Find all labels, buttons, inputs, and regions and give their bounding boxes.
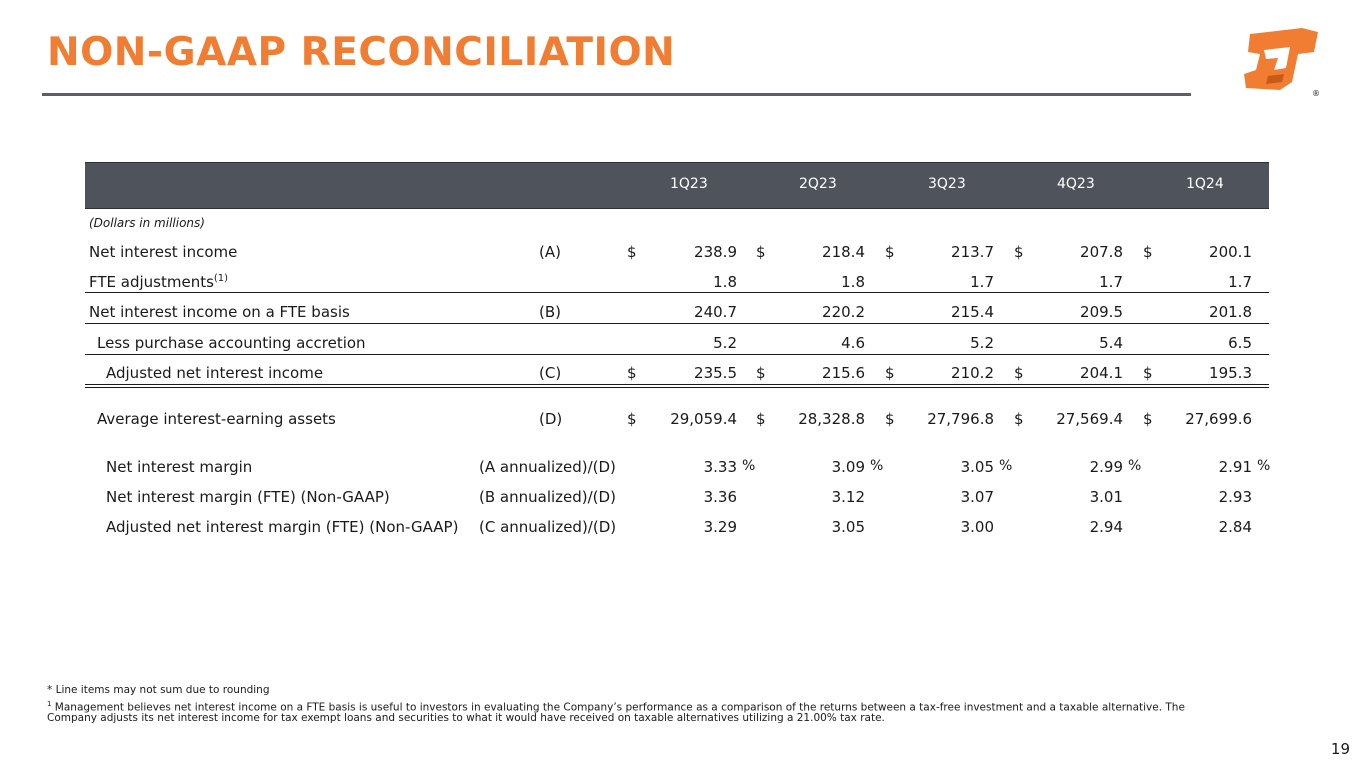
table-cell: 209.5 — [1080, 303, 1123, 321]
table-cell: 28,328.8 — [798, 410, 865, 428]
dollar-sign: $ — [627, 410, 637, 428]
row-code: (A) — [539, 243, 561, 261]
row-label: Net interest income — [89, 243, 238, 261]
row-code: (A annualized)/(D) — [479, 458, 616, 476]
dollar-sign: $ — [756, 243, 766, 261]
footnote-rounding: * Line items may not sum due to rounding — [47, 684, 270, 696]
table-cell: 4.6 — [841, 334, 865, 352]
footnote-ref: (1) — [213, 273, 229, 284]
dollar-sign: $ — [1143, 364, 1153, 382]
row-label: Net interest income on a FTE basis — [89, 303, 350, 321]
table-cell: 3.29 — [703, 518, 737, 536]
table-cell: 1.8 — [841, 273, 865, 291]
table-cell: 27,699.6 — [1185, 410, 1252, 428]
table-cell: 3.05 — [960, 458, 994, 476]
table-cell: 195.3 — [1209, 364, 1252, 382]
brand-logo-icon — [1240, 24, 1322, 98]
table-cell: 3.00 — [960, 518, 994, 536]
dollar-sign: $ — [1143, 410, 1153, 428]
table-cell: 5.2 — [713, 334, 737, 352]
dollar-sign: $ — [756, 364, 766, 382]
row-label: FTE adjustments$^{(1)}$ — [89, 273, 229, 291]
dollar-sign: $ — [1014, 243, 1024, 261]
dollar-sign: $ — [1143, 243, 1153, 261]
row-label: Adjusted net interest income — [106, 364, 324, 382]
column-header: 1Q23 — [670, 176, 708, 192]
dollar-sign: $ — [885, 410, 895, 428]
table-cell: 3.36 — [703, 488, 737, 506]
dollar-sign: $ — [1014, 410, 1024, 428]
dollar-sign: $ — [885, 364, 895, 382]
row-code: (C) — [539, 364, 562, 382]
table-cell: 3.07 — [960, 488, 994, 506]
registered-mark: ® — [1312, 89, 1320, 98]
table-cell: 238.9 — [694, 243, 737, 261]
units-note: (Dollars in millions) — [89, 216, 205, 230]
footnote-fte-cont: Company adjusts its net interest income for tax exempt loans and securities to what it would have received on taxable alternatives utilizing a 21.00% tax rate. — [47, 712, 885, 724]
row-label: Net interest margin — [106, 458, 253, 476]
table-cell: 3.05 — [831, 518, 865, 536]
row-divider — [85, 323, 1269, 324]
table-cell: 29,059.4 — [670, 410, 737, 428]
table-cell: 215.6 — [822, 364, 865, 382]
table-cell: 2.91 — [1218, 458, 1252, 476]
footnote-fte: $^1$ Management believes net interest income on a FTE basis is useful to investors in evaluating the Company’s performance as a comparison of the returns between a tax-free investment and a taxable alternative. The — [47, 700, 1185, 714]
table-cell: 2.93 — [1218, 488, 1252, 506]
row-divider — [85, 292, 1269, 293]
column-header: 4Q23 — [1057, 176, 1095, 192]
row-divider — [85, 387, 1269, 388]
table-cell: 1.8 — [713, 273, 737, 291]
percent-sign: % — [1257, 458, 1271, 474]
row-code: (B) — [539, 303, 561, 321]
table-cell: 1.7 — [1228, 273, 1252, 291]
percent-sign: % — [999, 458, 1013, 474]
table-cell: 3.12 — [831, 488, 865, 506]
row-label: Average interest-earning assets — [97, 410, 336, 428]
table-cell: 5.2 — [970, 334, 994, 352]
dollar-sign: $ — [885, 243, 895, 261]
table-cell: 201.8 — [1209, 303, 1252, 321]
table-cell: 235.5 — [694, 364, 737, 382]
page-number: 19 — [1330, 740, 1350, 758]
table-cell: 3.01 — [1089, 488, 1123, 506]
row-code: (B annualized)/(D) — [479, 488, 616, 506]
dollar-sign: $ — [627, 364, 637, 382]
table-cell: 5.4 — [1099, 334, 1123, 352]
table-cell: 213.7 — [951, 243, 994, 261]
page-title: NON-GAAP RECONCILIATION — [47, 30, 676, 75]
table-cell: 2.94 — [1089, 518, 1123, 536]
row-code: (D) — [539, 410, 563, 428]
percent-sign: % — [742, 458, 756, 474]
row-divider — [85, 354, 1269, 355]
table-cell: 1.7 — [970, 273, 994, 291]
table-cell: 207.8 — [1080, 243, 1123, 261]
table-cell: 215.4 — [951, 303, 994, 321]
table-cell: 210.2 — [951, 364, 994, 382]
column-header: 1Q24 — [1186, 176, 1224, 192]
table-cell: 2.84 — [1218, 518, 1252, 536]
table-cell: 2.99 — [1089, 458, 1123, 476]
row-label: Adjusted net interest margin (FTE) (Non-GAAP) — [106, 518, 459, 536]
column-header: 2Q23 — [799, 176, 837, 192]
percent-sign: % — [870, 458, 884, 474]
row-divider — [85, 384, 1269, 385]
table-cell: 3.33 — [703, 458, 737, 476]
table-cell: 27,569.4 — [1056, 410, 1123, 428]
row-label: Less purchase accounting accretion — [97, 334, 366, 352]
dollar-sign: $ — [627, 243, 637, 261]
table-cell: 204.1 — [1080, 364, 1123, 382]
dollar-sign: $ — [756, 410, 766, 428]
percent-sign: % — [1128, 458, 1142, 474]
table-cell: 240.7 — [694, 303, 737, 321]
table-cell: 6.5 — [1228, 334, 1252, 352]
table-cell: 27,796.8 — [927, 410, 994, 428]
table-cell: 1.7 — [1099, 273, 1123, 291]
row-label: Net interest margin (FTE) (Non-GAAP) — [106, 488, 390, 506]
table-cell: 220.2 — [822, 303, 865, 321]
table-cell: 218.4 — [822, 243, 865, 261]
title-divider — [42, 93, 1191, 96]
table-cell: 200.1 — [1209, 243, 1252, 261]
row-code: (C annualized)/(D) — [479, 518, 617, 536]
table-cell: 3.09 — [831, 458, 865, 476]
dollar-sign: $ — [1014, 364, 1024, 382]
column-header: 3Q23 — [928, 176, 966, 192]
